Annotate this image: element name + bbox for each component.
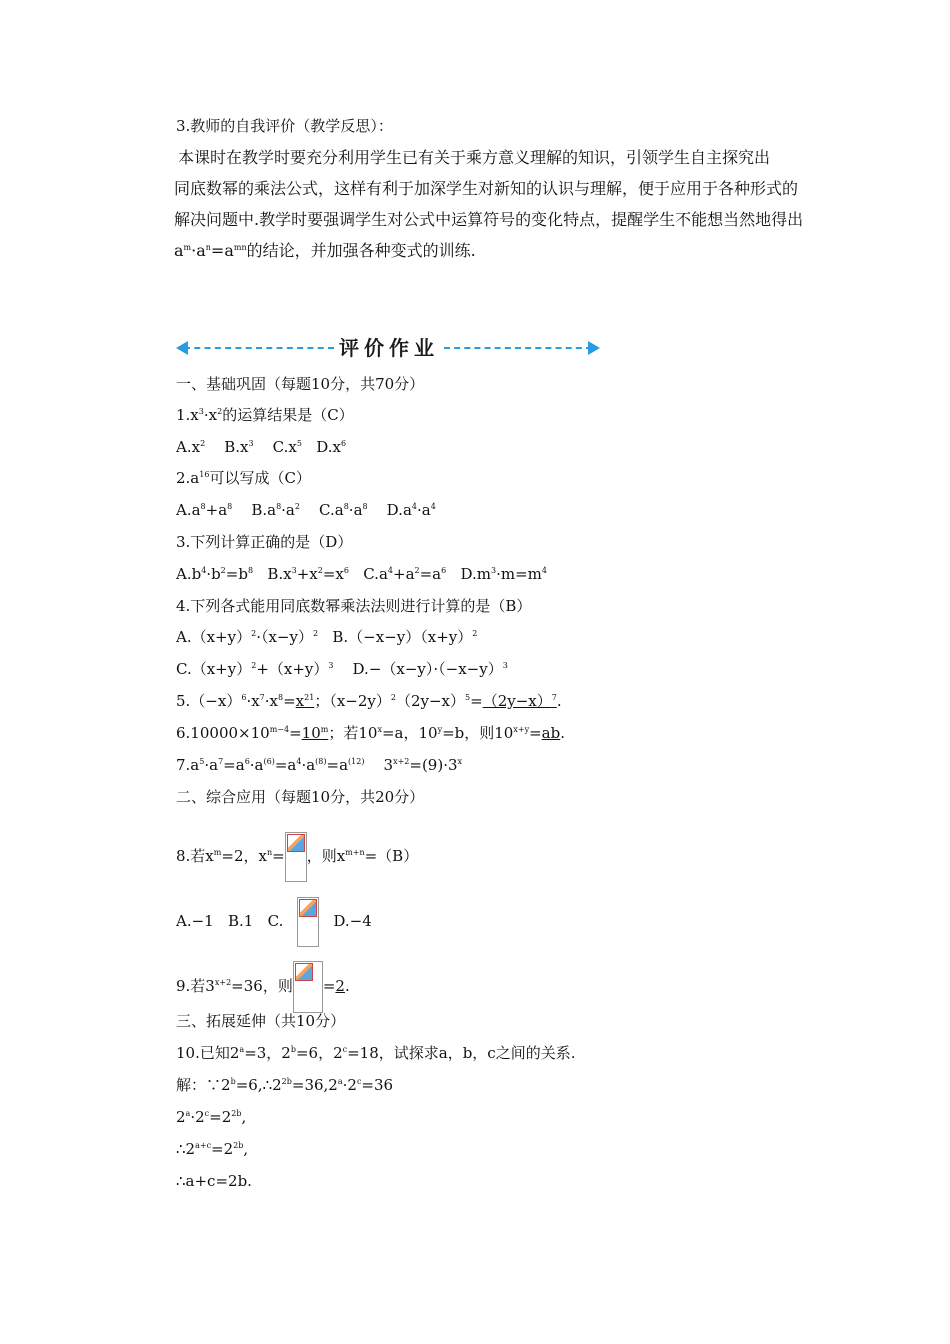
question-3: 3.下列计算正确的是（D） <box>176 533 353 551</box>
question-9: 9.若$3^{x+2}=36$，则 =2. <box>176 961 350 1013</box>
section1-heading: 一、基础巩固（每题10分，共70分） <box>176 375 425 393</box>
question-4-options-cd: $C.(x+y)^2+(x+y)^3$ $D.-(x-y)\cdot(-x-y)^3$ <box>176 660 508 678</box>
answer-line-2: $2^a\cdot 2^c=2^{2b}$, <box>176 1108 247 1126</box>
right-arrow-icon <box>588 341 600 355</box>
question-4: 4.下列各式能用同底数幂乘法法则进行计算的是（B） <box>176 597 532 615</box>
option-c-image-icon <box>297 897 319 947</box>
fraction-image-icon <box>285 832 307 882</box>
question-3-options: $A.b^4\cdot b^2=b^8$ $B.x^3+x^2=x^6$ $C.a^4+a^2=a^6$ $D.m^3\cdot m=m^4$ <box>176 565 547 583</box>
question-1: $1.x^3\cdot x^2$的运算结果是（C） <box>176 406 354 424</box>
banner-divider-right <box>444 347 592 349</box>
reflection-paragraph <box>176 142 812 266</box>
answer-line-4: ∴a+c=2b. <box>176 1172 252 1190</box>
question-2-options: $A.a^8+a^8$ $B.a^8\cdot a^2$ $C.a^8\cdot a^8$ $D.a^4\cdot a^4$ <box>176 501 436 519</box>
section2-heading: 二、综合应用（每题10分，共20分） <box>176 788 425 806</box>
question-10: 10.已知$2^a=3$，$2^b=6$，$2^c=18$，试探求a，b，c之间的关系. <box>176 1044 576 1062</box>
question-5: $5.(-x)^6\cdot x^7\cdot x^8=x^{21}$；$(x-2y)^2(2y-x)^5=(2y-x)^7$. <box>176 692 562 710</box>
banner-title: 评价作业 <box>339 336 439 360</box>
question-6: $6.10000\times 10^{m-4}=10^m$；若$10^x=a$，$10^y=b$，则$10^{x+y}=ab$. <box>176 724 565 742</box>
section3-heading: 三、拓展延伸（共10分） <box>176 1012 346 1030</box>
evaluation-banner <box>176 334 600 362</box>
answer-line-3: $\therefore 2^{a+c}=2^{2b}$, <box>176 1140 249 1158</box>
question-4-options-ab: $A.(x+y)^2\cdot(x-y)^2$ $B.(-x-y)(x+y)^2$ <box>176 628 478 646</box>
expression-image-icon <box>293 961 323 1013</box>
question-7: $7.a^5\cdot a^7=a^6\cdot a^{(6)}=a^4\cdot a^{(8)}=a^{(12)}$ $3^{x+2}=(9)\cdot 3^x$ <box>176 756 463 774</box>
question-8-options: A.−1 B.1 C. D.−4 <box>176 897 372 947</box>
reflection-heading: 3.教师的自我评价（教学反思）： <box>176 117 393 135</box>
reflection-line-1: 本课时在教学时要充分利用学生已有关于乘方意义理解的知识，引领学生自主探究出 <box>178 148 771 167</box>
question-2: $2.a^{16}$可以写成（C） <box>176 469 311 487</box>
reflection-line-4: $a^m\cdot a^n=a^{mn}$的结论，并加强各种变式的训练. <box>174 241 476 260</box>
reflection-line-3: 解决问题中.教学时要强调学生对公式中运算符号的变化特点，提醒学生不能想当然地得出 <box>174 210 804 229</box>
answer-line-1: 解：$\because 2^b=6,\therefore 2^{2b}=36,2^a\cdot 2^c=36$ <box>176 1076 394 1094</box>
reflection-line-2: 同底数幂的乘法公式，这样有利于加深学生对新知的认识与理解，便于应用于各种形式的 <box>174 179 799 198</box>
banner-divider-left <box>184 347 334 349</box>
question-8: 8.若$x^m=2$，$x^n=$ ，则$x^{m+n}=(B)$ <box>176 832 418 882</box>
question-1-options: $A.x^2$ $B.x^3$ $C.x^5$ $D.x^6$ <box>176 438 347 456</box>
